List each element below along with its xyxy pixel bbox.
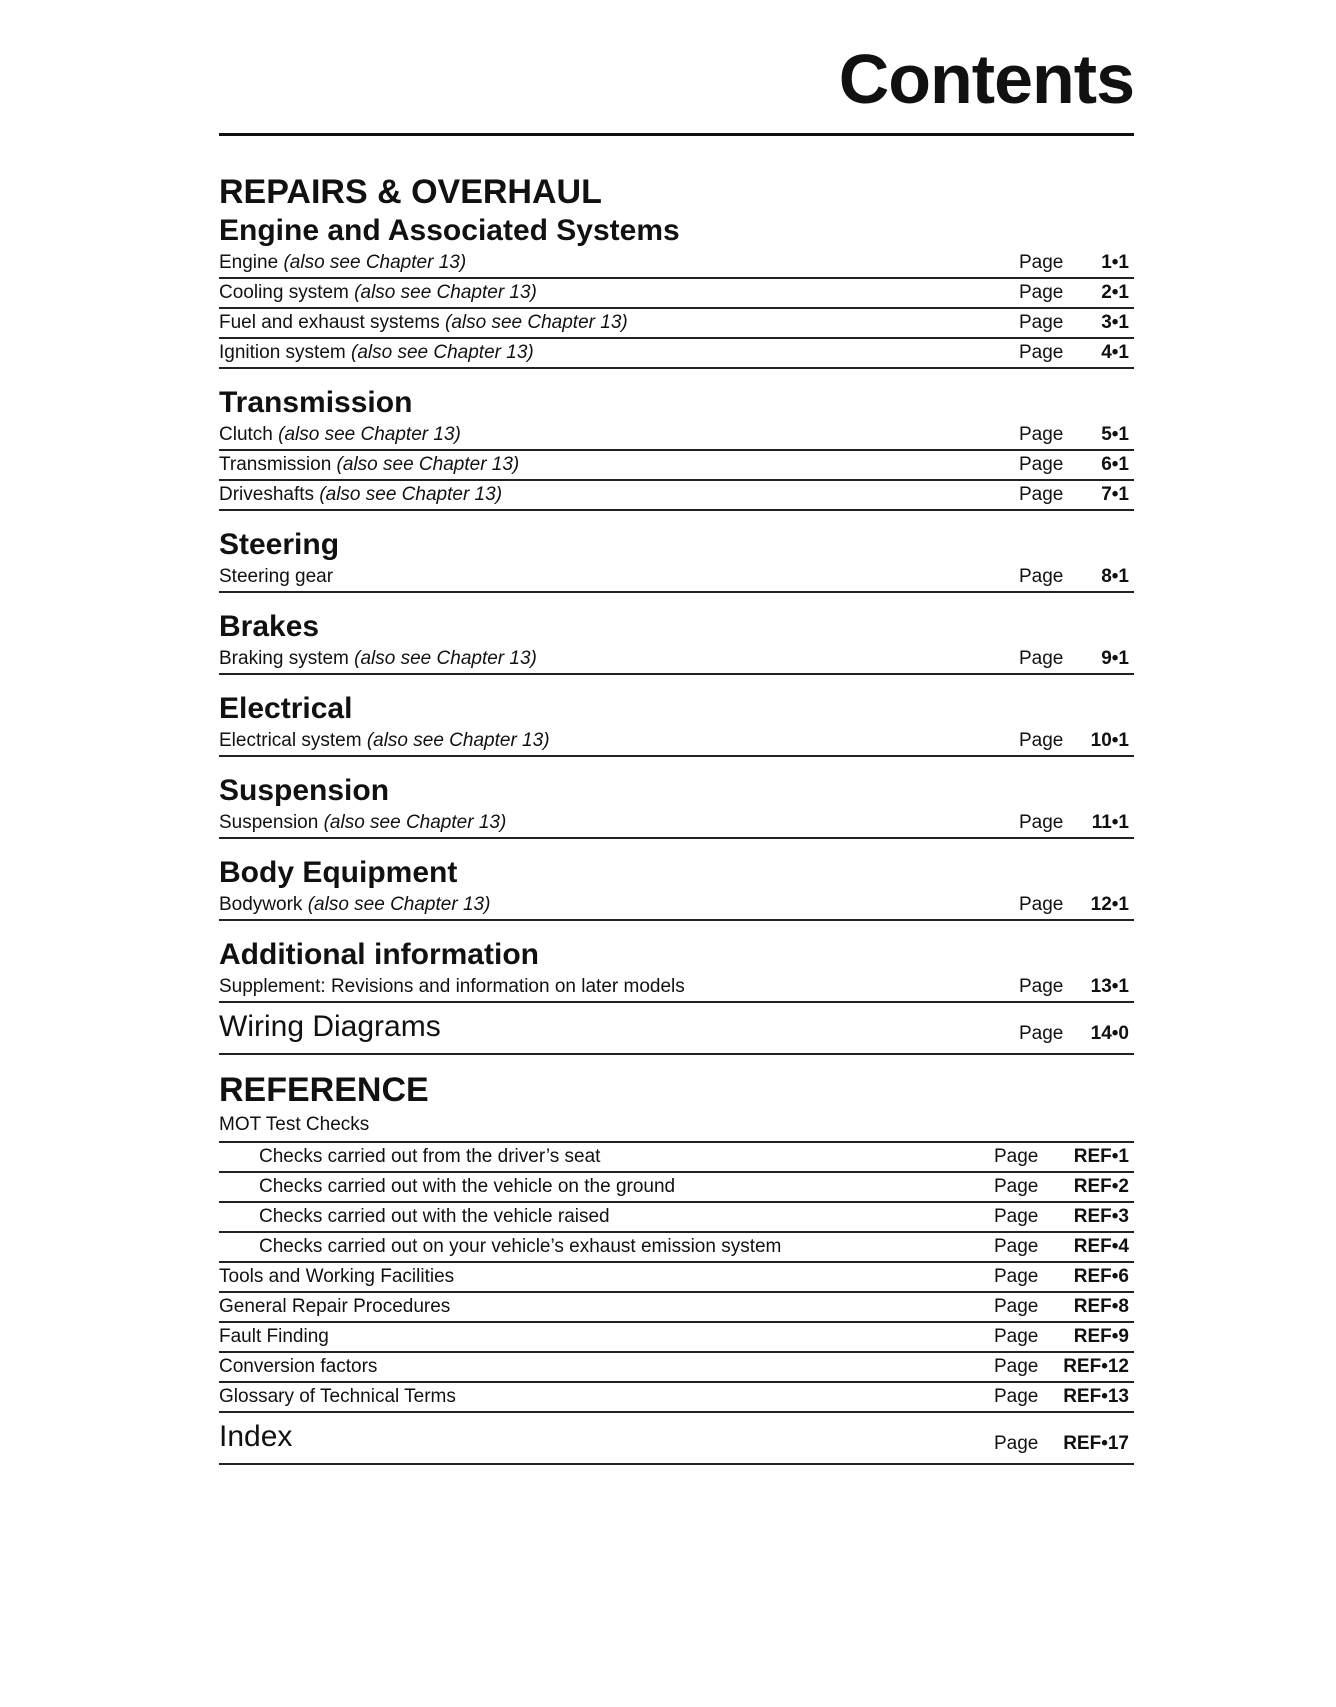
page-word: Page [994,1236,1039,1257]
page-number: 12•1 [1090,894,1129,915]
section-heading-steering: Steering [219,528,340,561]
toc-row[interactable] [219,1383,1134,1413]
page-number: REF•8 [1073,1296,1129,1317]
page-number: 13•1 [1090,976,1129,997]
toc-row[interactable] [219,1293,1134,1323]
page-number: REF•2 [1073,1176,1129,1197]
toc-row[interactable] [219,309,1134,339]
page-word: Page [1019,282,1064,303]
page-word: Page [1019,894,1064,915]
toc-entry-label: Steering gear [219,566,334,587]
page-number: 7•1 [1101,484,1129,505]
page-word: Page [1019,566,1064,587]
page-word: Page [994,1326,1039,1347]
page-word: Page [994,1176,1039,1197]
page-number: REF•13 [1063,1386,1129,1407]
page-number: 8•1 [1101,566,1129,587]
toc-row[interactable] [219,809,1134,839]
toc-entry-label: Engine (also see Chapter 13) [219,252,467,273]
page-word: Page [994,1433,1039,1454]
page-number: 10•1 [1090,730,1129,751]
page-number: REF•6 [1073,1266,1129,1287]
page-number: 1•1 [1101,252,1129,273]
mot-heading: MOT Test Checks [219,1114,370,1135]
toc-row-index[interactable] [219,1413,1134,1465]
toc-entry-label: Clutch (also see Chapter 13) [219,424,461,445]
toc-entry-label: Transmission (also see Chapter 13) [219,454,520,475]
page-number: 5•1 [1101,424,1129,445]
toc-entry-label: Driveshafts (also see Chapter 13) [219,484,503,505]
toc-row[interactable] [219,481,1134,511]
page-number: 3•1 [1101,312,1129,333]
toc-entry-label: Glossary of Technical Terms [219,1386,456,1407]
toc-row[interactable] [219,1323,1134,1353]
toc-entry-label: Suspension (also see Chapter 13) [219,812,507,833]
toc-row[interactable] [219,339,1134,369]
title-block [219,0,1134,136]
page-number: REF•3 [1073,1206,1129,1227]
toc-row[interactable] [219,645,1134,675]
page-number: 9•1 [1101,648,1129,669]
toc-row[interactable] [219,249,1134,279]
section-heading-transmission: Transmission [219,386,413,419]
page-word: Page [1019,976,1064,997]
page-word: Page [1019,252,1064,273]
toc-entry-label: Electrical system (also see Chapter 13) [219,730,550,751]
page-number: REF•4 [1073,1236,1129,1257]
page-number: 6•1 [1101,454,1129,475]
section-heading-body-equipment: Body Equipment [219,856,458,889]
toc-entry-label: Tools and Working Facilities [219,1266,455,1287]
toc-entry-label: Supplement: Revisions and information on later models [219,976,685,997]
page-word: Page [1019,424,1064,445]
page-word: Page [1019,1023,1064,1044]
toc-entry-label: Conversion factors [219,1356,378,1377]
page-number: REF•9 [1073,1326,1129,1347]
toc-row[interactable] [219,1143,1134,1173]
page-number: 14•0 [1090,1023,1129,1044]
page-word: Page [1019,454,1064,475]
toc-row-wiring-diagrams[interactable] [219,1003,1134,1055]
page-word: Page [994,1146,1039,1167]
page-number: 11•1 [1091,812,1129,833]
page-word: Page [994,1206,1039,1227]
toc-row[interactable] [219,727,1134,757]
toc-row[interactable] [219,891,1134,921]
section-heading-suspension: Suspension [219,774,390,807]
page-number: 4•1 [1101,342,1129,363]
page-word: Page [1019,648,1064,669]
page-word: Page [994,1266,1039,1287]
toc-row[interactable] [219,421,1134,451]
page-number: REF•12 [1063,1356,1129,1377]
toc-row[interactable] [219,1203,1134,1233]
toc-entry-label: Cooling system (also see Chapter 13) [219,282,537,303]
toc-row[interactable] [219,1353,1134,1383]
page-title: Contents [838,40,1134,118]
page-word: Page [1019,730,1064,751]
section-heading-engine: Engine and Associated Systems [219,214,680,247]
section-heading-electrical: Electrical [219,692,353,725]
toc-row[interactable] [219,279,1134,309]
toc-row[interactable] [219,451,1134,481]
page-word: Page [994,1296,1039,1317]
contents-page [219,0,1134,1465]
toc-entry-label: Ignition system (also see Chapter 13) [219,342,534,363]
page-word: Page [1019,812,1064,833]
toc-entry-label: General Repair Procedures [219,1296,451,1317]
toc-row[interactable] [219,973,1134,1003]
toc-row[interactable] [219,1173,1134,1203]
page-number: 2•1 [1101,282,1129,303]
toc-entry-label: Fuel and exhaust systems (also see Chapter 13) [219,312,628,333]
toc-entry-label: Index [219,1420,293,1453]
page-number: REF•1 [1073,1146,1129,1167]
toc-entry-label: Fault Finding [219,1326,329,1347]
page-word: Page [994,1356,1039,1377]
part-heading-reference: REFERENCE [219,1071,429,1109]
toc-row[interactable] [219,563,1134,593]
toc-entry-label: Checks carried out on your vehicle’s exhaust emission system [259,1236,782,1257]
page-word: Page [1019,312,1064,333]
toc-entry-label: Bodywork (also see Chapter 13) [219,894,491,915]
toc-entry-label: Checks carried out with the vehicle raised [259,1206,610,1227]
page-number: REF•17 [1063,1433,1129,1454]
page-word: Page [1019,484,1064,505]
page-word: Page [994,1386,1039,1407]
toc-row[interactable] [219,1233,1134,1263]
section-heading-additional-information: Additional information [219,938,539,971]
page-word: Page [1019,342,1064,363]
toc-entry-label: Braking system (also see Chapter 13) [219,648,537,669]
toc-entry-label: Checks carried out with the vehicle on the ground [259,1176,676,1197]
toc-row[interactable] [219,1263,1134,1293]
toc-entry-label: Checks carried out from the driver’s seat [259,1146,601,1167]
section-heading-brakes: Brakes [219,610,320,643]
toc-entry-label: Wiring Diagrams [219,1010,441,1043]
part-heading-repairs: REPAIRS & OVERHAUL [219,173,602,211]
